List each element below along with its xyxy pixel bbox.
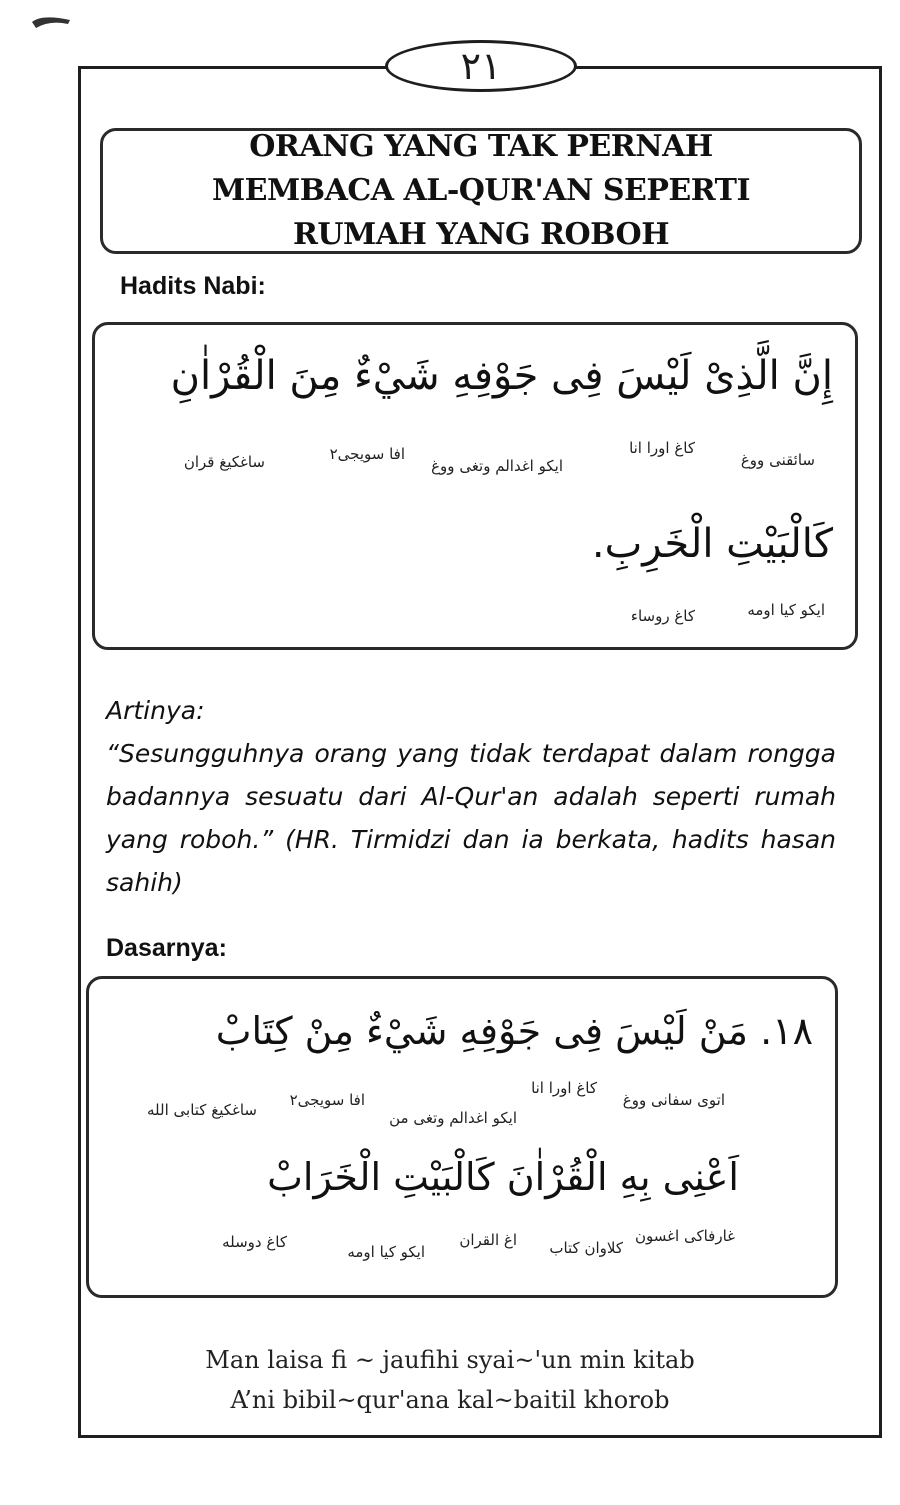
basis-gloss: كلاوان كتاب <box>549 1239 623 1257</box>
basis-gloss: كاغ اورا انا <box>531 1079 597 1097</box>
transliteration-line2: A’ni bibil~qur'ana kal~baitil khorob <box>230 1386 670 1414</box>
page-number: ٢١ <box>385 40 577 92</box>
basis-gloss: افا سويجى٢ <box>289 1091 365 1109</box>
hadith-gloss: سائقنى ووغ <box>740 451 815 469</box>
basis-gloss: ساغكيغ كتابى الله <box>147 1101 257 1119</box>
translation-text: “Sesungguhnya orang yang tidak terdapat dalam rongga badannya sesuatu dari Al-Qur'an adalah seperti rumah yang roboh.” (HR. Tirmidzi dan ia berkata, hadits hasan sahih) <box>106 739 836 897</box>
basis-gloss: ايكو اغدالم وتغى من <box>389 1109 517 1127</box>
hadith-label: Hadits Nabi: <box>120 272 266 300</box>
ink-smudge <box>30 12 72 32</box>
basis-gloss: ايكو كيا اومه <box>347 1243 425 1261</box>
hadith-arabic-line1: إِنَّ الَّذِىْ لَيْسَ فِى جَوْفِهِ شَيْءٌ مِنَ الْقُرْاٰنِ <box>170 353 833 399</box>
transliteration-line1: Man laisa fi ~ jaufihi syai~'un min kitab <box>205 1346 695 1374</box>
hadith-gloss: كاغ اورا انا <box>629 439 695 457</box>
basis-gloss: غارفاكى اغسون <box>635 1227 735 1245</box>
title-box <box>100 128 862 254</box>
basis-box <box>86 976 838 1298</box>
basis-arabic-line2: اَعْنِى بِهِ الْقُرْاٰنَ كَالْبَيْتِ الْخَرَابْ <box>267 1155 739 1199</box>
basis-gloss: كاغ دوسله <box>222 1233 287 1251</box>
hadith-gloss: كاغ روساء <box>630 607 695 625</box>
hadith-gloss: افا سويجى٢ <box>329 445 405 463</box>
hadith-gloss: ايكو اغدالم وتغى ووغ <box>431 457 563 475</box>
hadith-box <box>92 322 858 650</box>
hadith-gloss: ايكو كيا اومه <box>747 601 825 619</box>
basis-arabic-line1: ١٨. مَنْ لَيْسَ فِى جَوْفِهِ شَيْءٌ مِنْ كِتَابْ <box>215 1009 813 1053</box>
basis-gloss: اتوى سفانى ووغ <box>622 1091 725 1109</box>
basis-gloss: اغ القران <box>459 1231 517 1249</box>
hadith-arabic-line2: كَالْبَيْتِ الْخَرِبِ. <box>591 521 833 567</box>
translation-label: Artinya: <box>106 696 205 725</box>
basis-label: Dasarnya: <box>106 934 227 962</box>
hadith-gloss: ساغكيغ قران <box>183 453 265 471</box>
page-title: ORANG YANG TAK PERNAH MEMBACA AL-QUR'AN SEPERTI RUMAH YANG ROBOH <box>211 129 751 252</box>
